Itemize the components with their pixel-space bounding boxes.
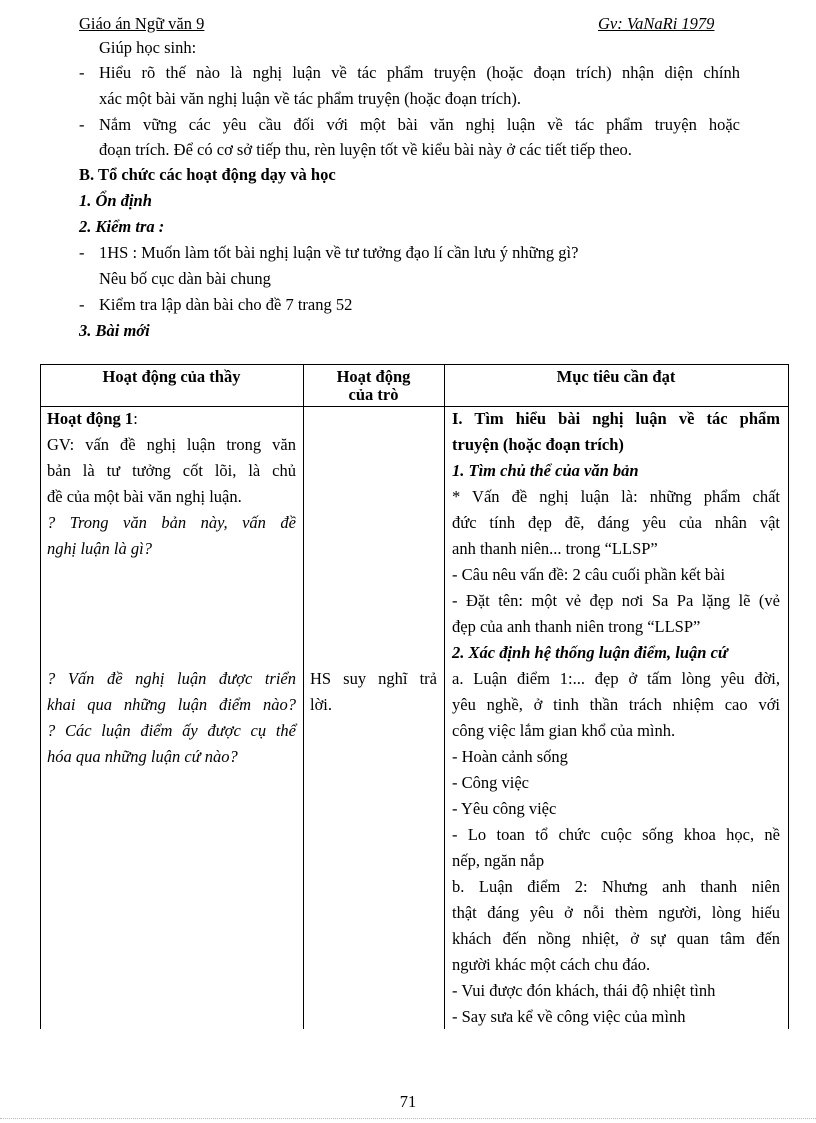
objective-text-line: b. Luận điểm 2: Nhưng anh thanh niên [452,877,780,896]
objective-2-line-2: đoạn trích. Để có cơ sở tiếp thu, rèn luyện tốt về kiểu bài này ở các tiết tiếp theo. [99,140,632,159]
student-response-line: lời. [310,695,333,714]
question-3-line: hóa qua những luận cứ nào? [47,747,238,766]
column-header-teacher: Hoạt động của thầy [102,367,241,386]
document-header-author: Gv: VaNaRi 1979 [598,14,715,33]
check-item-2: Kiểm tra lập dàn bài cho đề 7 trang 52 [99,295,353,314]
objective-1-line-2: xác một bài văn nghị luận về tác phẩm truyện (hoặc đoạn trích). [99,89,521,108]
objective-text-line: - Câu nêu vấn đề: 2 câu cuối phần kết bài [452,565,726,584]
table-left-border [40,364,41,1029]
objective-text-line: người khác một cách chu đáo. [452,955,651,974]
objective-text-line: - Đặt tên: một vẻ đẹp nơi Sa Pa lặng lẽ (vẻ [452,591,780,610]
objective-text-line: - Yêu công việc [452,799,557,818]
objective-text-line: - Say sưa kể về công việc của mình [452,1007,686,1026]
student-response-line: HS suy nghĩ trả [310,669,437,688]
objective-text-line: khách đến nồng nhiệt, ở sự quan tâm đến [452,929,780,948]
column-header-student-line-2: của trò [348,385,399,404]
objective-text-line: công việc lắm gian khổ của mình. [452,721,676,740]
question-3-line: ? Các luận điểm ấy được cụ thể [47,721,296,740]
dash-bullet: - [79,243,85,262]
question-2-line: ? Vấn đề nghị luận được triển [47,669,296,688]
objective-section-title: truyện (hoặc đoạn trích) [452,435,624,454]
question-2-line: khai qua những luận điểm nào? [47,695,296,714]
table-right-border [788,364,789,1029]
objective-text-line: * Vấn đề nghị luận là: những phẩm chất [452,487,780,506]
objective-2-line-1: Nắm vững các yêu cầu đối với một bài văn nghị luận về tác phẩm truyện hoặc [99,115,740,134]
objective-section-title: I. Tìm hiểu bài nghị luận về tác phẩm [452,409,780,428]
page-number: 71 [399,1092,417,1111]
teacher-note-line: đề của một bài văn nghị luận. [47,487,242,506]
step-3-heading: 3. Bài mới [79,321,150,340]
check-item-1-line-1: 1HS : Muốn làm tốt bài nghị luận về tư tưởng đạo lí cần lưu ý những gì? [99,243,579,262]
lesson-table [40,364,789,1029]
page-bottom-dotted-rule [0,1118,816,1119]
step-2-heading: 2. Kiểm tra : [79,217,165,236]
objective-1-line-1: Hiểu rõ thế nào là nghị luận về tác phẩm truyện (hoặc đoạn trích) nhận diện chính [99,63,740,82]
objective-text-line: a. Luận điểm 1:... đẹp ở tấm lòng yêu đời, [452,669,780,688]
table-column-divider-1 [303,364,304,1029]
objective-text-line: nếp, ngăn nắp [452,851,545,870]
section-b-heading: B. Tổ chức các hoạt động dạy và học [79,165,336,184]
column-header-objectives: Mục tiêu cần đạt [556,367,676,386]
activity-1-title: Hoạt động 1: [47,409,138,428]
objective-subheading-2: 2. Xác định hệ thống luận điểm, luận cứ [452,643,728,662]
table-column-divider-2 [444,364,445,1029]
objective-text-line: yêu nghề, ở tinh thần trách nhiệm cao với [452,695,780,714]
objective-text-line: - Lo toan tổ chức cuộc sống khoa học, nề [452,825,780,844]
objective-text-line: thật đáng yêu ở nỗi thèm người, lòng hiếu [452,903,780,922]
objective-text-line: đức tính đẹp đẽ, đáng yêu của nhân vật [452,513,780,532]
table-top-border [40,364,789,365]
dash-bullet: - [79,63,85,82]
check-item-1-line-2: Nêu bố cục dàn bài chung [99,269,271,288]
teacher-note-line: GV: vấn đề nghị luận trong văn [47,435,296,454]
objective-text-line: đẹp của anh thanh niên trong “LLSP” [452,617,701,636]
question-1-line: ? Trong văn bản này, vấn đề [47,513,296,532]
objective-text-line: - Vui được đón khách, thái độ nhiệt tình [452,981,716,1000]
objective-text-line: - Hoàn cảnh sống [452,747,568,766]
column-header-student-line-1: Hoạt động [336,367,411,386]
dash-bullet: - [79,115,85,134]
objective-text-line: - Công việc [452,773,529,792]
intro-lead: Giúp học sinh: [99,38,197,57]
objective-subheading-1: 1. Tìm chủ thể của văn bản [452,461,639,480]
question-1-line: nghị luận là gì? [47,539,152,558]
objective-text-line: anh thanh niên... trong “LLSP” [452,539,658,558]
dash-bullet: - [79,295,85,314]
step-1-heading: 1. Ổn định [79,191,152,210]
teacher-note-line: bản là tư tưởng cốt lõi, là chủ [47,461,296,480]
document-header-title: Giáo án Ngữ văn 9 [79,14,205,33]
